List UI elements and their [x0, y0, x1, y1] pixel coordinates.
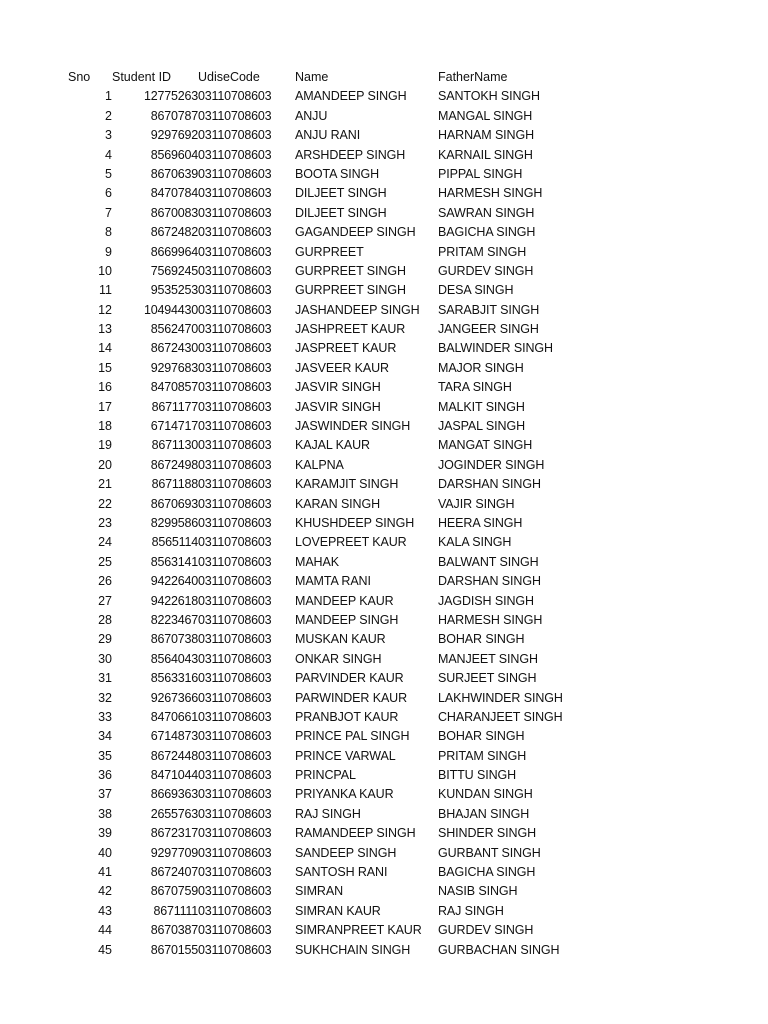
cell-name: DILJEET SINGH [295, 205, 387, 220]
cell-sno: 35 [98, 748, 112, 763]
cell-father-name: VAJIR SINGH [438, 496, 515, 511]
cell-name: GURPREET [295, 244, 364, 259]
cell-student-id: 8671111 [153, 903, 198, 918]
cell-father-name: SHINDER SINGH [438, 826, 537, 841]
cell-sno: 17 [98, 399, 112, 414]
cell-sno: 33 [98, 709, 112, 724]
table-row [0, 126, 768, 145]
cell-father-name: JASPAL SINGH [438, 419, 526, 434]
cell-father-name: BAGICHA SINGH [438, 865, 536, 880]
cell-name: PRINCE PAL SINGH [295, 729, 410, 744]
cell-name: JASHPREET KAUR [295, 322, 406, 337]
cell-name: GURPREET SINGH [295, 283, 406, 298]
cell-sno: 25 [98, 554, 112, 569]
table-row [0, 785, 768, 804]
cell-name: RAMANDEEP SINGH [295, 826, 416, 841]
cell-father-name: GURBACHAN SINGH [438, 942, 560, 957]
cell-sno: 6 [105, 186, 112, 201]
cell-name: SIMRAN KAUR [295, 903, 381, 918]
column-header-father-name: FatherName [438, 70, 508, 84]
cell-udise-code: 03110708603 [198, 923, 272, 938]
cell-udise-code: 03110708603 [198, 787, 272, 802]
table-row [0, 766, 768, 785]
cell-name: MAMTA RANI [295, 574, 371, 589]
cell-father-name: BITTU SINGH [438, 768, 517, 783]
cell-name: SIMRAN [295, 884, 344, 899]
cell-name: RAJ SINGH [295, 806, 361, 821]
cell-name: JASHANDEEP SINGH [295, 302, 420, 317]
cell-student-id: 9297692 [150, 128, 198, 143]
cell-father-name: GURDEV SINGH [438, 263, 534, 278]
cell-udise-code: 03110708603 [198, 593, 272, 608]
cell-sno: 34 [98, 729, 112, 744]
table-row [0, 824, 768, 843]
cell-student-id: 9422618 [150, 593, 198, 608]
cell-sno: 39 [98, 826, 112, 841]
cell-father-name: RAJ SINGH [438, 903, 504, 918]
column-header-udise-code: UdiseCode [198, 70, 260, 84]
cell-udise-code: 03110708603 [198, 341, 272, 356]
cell-sno: 45 [98, 942, 112, 957]
cell-name: PRANBJOT KAUR [295, 709, 399, 724]
cell-name: JASPREET KAUR [295, 341, 397, 356]
cell-name: PRINCPAL [295, 768, 356, 783]
table-row [0, 87, 768, 106]
cell-udise-code: 03110708603 [198, 89, 272, 104]
table-row [0, 921, 768, 940]
cell-father-name: KALA SINGH [438, 535, 512, 550]
cell-name: SANDEEP SINGH [295, 845, 397, 860]
cell-student-id: 8569604 [150, 147, 198, 162]
cell-name: LOVEPREET KAUR [295, 535, 407, 550]
cell-student-id: 9267366 [150, 690, 198, 705]
table-row [0, 378, 768, 397]
cell-sno: 23 [98, 515, 112, 530]
cell-name: PARVINDER KAUR [295, 671, 404, 686]
cell-father-name: SAWRAN SINGH [438, 205, 535, 220]
cell-student-id: 7569245 [150, 263, 198, 278]
cell-name: KARAMJIT SINGH [295, 477, 399, 492]
cell-udise-code: 03110708603 [198, 128, 272, 143]
cell-student-id: 8669964 [150, 244, 198, 259]
cell-name: ONKAR SINGH [295, 651, 382, 666]
cell-udise-code: 03110708603 [198, 166, 272, 181]
cell-udise-code: 03110708603 [198, 845, 272, 860]
cell-sno: 32 [98, 690, 112, 705]
cell-name: MAHAK [295, 554, 339, 569]
cell-father-name: PRITAM SINGH [438, 748, 527, 763]
cell-student-id: 8299586 [150, 515, 198, 530]
cell-student-id: 8671188 [151, 477, 198, 492]
cell-father-name: DESA SINGH [438, 283, 514, 298]
cell-udise-code: 03110708603 [198, 477, 272, 492]
table-row [0, 495, 768, 514]
cell-sno: 11 [99, 283, 112, 298]
cell-father-name: KARNAIL SINGH [438, 147, 533, 162]
cell-student-id: 8672482 [150, 225, 198, 240]
cell-father-name: LAKHWINDER SINGH [438, 690, 563, 705]
cell-student-id: 6714873 [150, 729, 198, 744]
cell-name: JASVIR SINGH [295, 399, 381, 414]
table-row [0, 359, 768, 378]
table-row [0, 262, 768, 281]
cell-name: JASVEER KAUR [295, 360, 389, 375]
cell-udise-code: 03110708603 [198, 768, 272, 783]
table-row [0, 863, 768, 882]
cell-father-name: DARSHAN SINGH [438, 574, 541, 589]
cell-student-id: 9535253 [150, 283, 198, 298]
cell-father-name: MANGAT SINGH [438, 438, 533, 453]
cell-father-name: KUNDAN SINGH [438, 787, 533, 802]
cell-student-id: 8670738 [150, 632, 198, 647]
cell-sno: 40 [98, 845, 112, 860]
table-row [0, 475, 768, 494]
table-row [0, 301, 768, 320]
cell-name: PARWINDER KAUR [295, 690, 408, 705]
cell-father-name: JANGEER SINGH [438, 322, 539, 337]
table-row [0, 882, 768, 901]
cell-udise-code: 03110708603 [198, 748, 272, 763]
cell-udise-code: 03110708603 [198, 302, 272, 317]
cell-student-id: 9297709 [150, 845, 198, 860]
cell-sno: 18 [98, 419, 112, 434]
cell-sno: 1 [105, 89, 112, 104]
cell-father-name: TARA SINGH [438, 380, 512, 395]
cell-student-id: 8470784 [150, 186, 198, 201]
cell-name: SANTOSH RANI [295, 865, 388, 880]
table-row [0, 398, 768, 417]
cell-sno: 5 [105, 166, 112, 181]
cell-udise-code: 03110708603 [198, 612, 272, 627]
cell-sno: 37 [98, 787, 112, 802]
student-list-table [0, 68, 768, 960]
cell-name: GAGANDEEP SINGH [295, 225, 416, 240]
cell-udise-code: 03110708603 [198, 419, 272, 434]
cell-student-id: 8563316 [150, 671, 198, 686]
cell-udise-code: 03110708603 [198, 360, 272, 375]
cell-name: KAJAL KAUR [295, 438, 370, 453]
cell-father-name: SANTOKH SINGH [438, 89, 540, 104]
cell-student-id: 8672448 [150, 748, 198, 763]
cell-name: PRIYANKA KAUR [295, 787, 394, 802]
cell-sno: 22 [98, 496, 112, 511]
cell-sno: 4 [105, 147, 112, 162]
cell-student-id: 2655763 [150, 806, 198, 821]
cell-sno: 10 [98, 263, 112, 278]
cell-udise-code: 03110708603 [198, 729, 272, 744]
table-row [0, 669, 768, 688]
cell-sno: 29 [98, 632, 112, 647]
cell-father-name: MAJOR SINGH [438, 360, 524, 375]
cell-udise-code: 03110708603 [198, 205, 272, 220]
cell-sno: 26 [98, 574, 112, 589]
cell-student-id: 8669363 [150, 787, 198, 802]
cell-student-id: 8671177 [151, 399, 198, 414]
cell-sno: 30 [98, 651, 112, 666]
cell-udise-code: 03110708603 [198, 574, 272, 589]
cell-father-name: PIPPAL SINGH [438, 166, 523, 181]
cell-father-name: BOHAR SINGH [438, 632, 525, 647]
cell-sno: 42 [98, 884, 112, 899]
column-header-sno: Sno [68, 70, 91, 84]
cell-father-name: JOGINDER SINGH [438, 457, 545, 472]
cell-udise-code: 03110708603 [198, 865, 272, 880]
table-row [0, 844, 768, 863]
cell-name: MUSKAN KAUR [295, 632, 386, 647]
cell-udise-code: 03110708603 [198, 942, 272, 957]
cell-sno: 3 [105, 128, 112, 143]
cell-udise-code: 03110708603 [198, 826, 272, 841]
cell-name: DILJEET SINGH [295, 186, 387, 201]
table-row [0, 320, 768, 339]
cell-father-name: BALWINDER SINGH [438, 341, 553, 356]
cell-name: MANDEEP SINGH [295, 612, 399, 627]
cell-name: JASWINDER SINGH [295, 419, 411, 434]
cell-sno: 12 [98, 302, 112, 317]
cell-sno: 31 [98, 671, 112, 686]
table-row [0, 553, 768, 572]
cell-student-id: 8223467 [150, 612, 198, 627]
cell-name: MANDEEP KAUR [295, 593, 394, 608]
cell-name: SIMRANPREET KAUR [295, 923, 422, 938]
cell-udise-code: 03110708603 [198, 671, 272, 686]
cell-father-name: HARMESH SINGH [438, 612, 543, 627]
cell-sno: 28 [98, 612, 112, 627]
cell-udise-code: 03110708603 [198, 806, 272, 821]
cell-udise-code: 03110708603 [198, 186, 272, 201]
cell-student-id: 9422640 [150, 574, 198, 589]
cell-udise-code: 03110708603 [198, 399, 272, 414]
cell-father-name: MANGAL SINGH [438, 108, 533, 123]
cell-father-name: NASIB SINGH [438, 884, 518, 899]
cell-student-id: 8471044 [150, 768, 198, 783]
cell-father-name: HEERA SINGH [438, 515, 523, 530]
cell-student-id: 8672317 [150, 826, 198, 841]
cell-sno: 27 [98, 593, 112, 608]
cell-student-id: 8670387 [150, 923, 198, 938]
cell-udise-code: 03110708603 [198, 535, 272, 550]
table-row [0, 184, 768, 203]
cell-sno: 16 [98, 380, 112, 395]
table-header-row [0, 68, 768, 87]
cell-sno: 36 [98, 768, 112, 783]
cell-student-id: 8670759 [150, 884, 198, 899]
table-row [0, 436, 768, 455]
cell-sno: 38 [98, 806, 112, 821]
cell-udise-code: 03110708603 [198, 515, 272, 530]
cell-sno: 44 [98, 923, 112, 938]
cell-udise-code: 03110708603 [198, 651, 272, 666]
cell-sno: 21 [98, 477, 112, 492]
table-row [0, 805, 768, 824]
cell-udise-code: 03110708603 [198, 709, 272, 724]
cell-sno: 19 [98, 438, 112, 453]
cell-student-id: 6714717 [150, 419, 198, 434]
table-row [0, 650, 768, 669]
cell-father-name: BAGICHA SINGH [438, 225, 536, 240]
cell-student-id: 8671130 [151, 438, 198, 453]
cell-student-id: 8670155 [150, 942, 198, 957]
table-row [0, 339, 768, 358]
table-row [0, 630, 768, 649]
cell-student-id: 8470661 [150, 709, 198, 724]
column-header-name: Name [295, 70, 329, 84]
cell-sno: 15 [98, 360, 112, 375]
cell-sno: 7 [105, 205, 112, 220]
cell-udise-code: 03110708603 [198, 283, 272, 298]
cell-name: SUKHCHAIN SINGH [295, 942, 411, 957]
cell-udise-code: 03110708603 [198, 632, 272, 647]
table-row [0, 611, 768, 630]
cell-father-name: HARNAM SINGH [438, 128, 535, 143]
cell-sno: 24 [98, 535, 112, 550]
table-row [0, 592, 768, 611]
cell-student-id: 10494430 [143, 302, 198, 317]
cell-udise-code: 03110708603 [198, 263, 272, 278]
cell-udise-code: 03110708603 [198, 457, 272, 472]
cell-student-id: 8670639 [150, 166, 198, 181]
cell-student-id: 8470857 [150, 380, 198, 395]
cell-name: BOOTA SINGH [295, 166, 380, 181]
cell-father-name: GURDEV SINGH [438, 923, 534, 938]
cell-udise-code: 03110708603 [198, 496, 272, 511]
cell-udise-code: 03110708603 [198, 147, 272, 162]
cell-name: KALPNA [295, 457, 344, 472]
cell-student-id: 8564043 [150, 651, 198, 666]
cell-udise-code: 03110708603 [198, 225, 272, 240]
cell-name: ANJU [295, 108, 328, 123]
table-row [0, 708, 768, 727]
table-row [0, 514, 768, 533]
cell-udise-code: 03110708603 [198, 903, 272, 918]
table-row [0, 747, 768, 766]
cell-name: ANJU RANI [295, 128, 361, 143]
cell-father-name: MANJEET SINGH [438, 651, 538, 666]
table-row [0, 941, 768, 960]
cell-name: KHUSHDEEP SINGH [295, 515, 415, 530]
table-row [0, 456, 768, 475]
table-row [0, 146, 768, 165]
cell-udise-code: 03110708603 [198, 554, 272, 569]
cell-father-name: SARABJIT SINGH [438, 302, 540, 317]
cell-sno: 13 [98, 322, 112, 337]
cell-student-id: 8670083 [150, 205, 198, 220]
cell-student-id: 8562470 [150, 322, 198, 337]
cell-father-name: BALWANT SINGH [438, 554, 539, 569]
cell-sno: 41 [98, 865, 112, 880]
table-row [0, 417, 768, 436]
table-body [0, 87, 768, 960]
cell-sno: 9 [105, 244, 112, 259]
cell-student-id: 12775263 [143, 89, 198, 104]
cell-name: KARAN SINGH [295, 496, 381, 511]
cell-name: GURPREET SINGH [295, 263, 406, 278]
table-row [0, 204, 768, 223]
table-row [0, 727, 768, 746]
table-row [0, 223, 768, 242]
cell-udise-code: 03110708603 [198, 884, 272, 899]
cell-student-id: 9297683 [150, 360, 198, 375]
cell-student-id: 8670693 [150, 496, 198, 511]
cell-father-name: HARMESH SINGH [438, 186, 543, 201]
cell-udise-code: 03110708603 [198, 690, 272, 705]
table-row [0, 572, 768, 591]
table-row [0, 281, 768, 300]
cell-father-name: JAGDISH SINGH [438, 593, 534, 608]
cell-udise-code: 03110708603 [198, 438, 272, 453]
cell-father-name: BHAJAN SINGH [438, 806, 530, 821]
table-row [0, 243, 768, 262]
table-row [0, 533, 768, 552]
cell-name: ARSHDEEP SINGH [295, 147, 406, 162]
cell-student-id: 8565114 [151, 535, 198, 550]
cell-sno: 43 [98, 903, 112, 918]
cell-sno: 14 [98, 341, 112, 356]
cell-student-id: 8672430 [150, 341, 198, 356]
cell-name: AMANDEEP SINGH [295, 89, 407, 104]
cell-sno: 20 [98, 457, 112, 472]
cell-father-name: SURJEET SINGH [438, 671, 537, 686]
cell-student-id: 8672498 [150, 457, 198, 472]
cell-father-name: BOHAR SINGH [438, 729, 525, 744]
cell-name: PRINCE VARWAL [295, 748, 396, 763]
cell-udise-code: 03110708603 [198, 322, 272, 337]
cell-sno: 2 [105, 108, 112, 123]
cell-father-name: DARSHAN SINGH [438, 477, 541, 492]
cell-father-name: PRITAM SINGH [438, 244, 527, 259]
cell-student-id: 8670787 [150, 108, 198, 123]
table-row [0, 902, 768, 921]
cell-name: JASVIR SINGH [295, 380, 381, 395]
cell-father-name: MALKIT SINGH [438, 399, 525, 414]
table-row [0, 107, 768, 126]
cell-sno: 8 [105, 225, 112, 240]
cell-student-id: 8563141 [150, 554, 198, 569]
cell-father-name: GURBANT SINGH [438, 845, 541, 860]
cell-student-id: 8672407 [150, 865, 198, 880]
cell-udise-code: 03110708603 [198, 108, 272, 123]
table-row [0, 165, 768, 184]
column-header-student-id: Student ID [112, 70, 172, 84]
cell-father-name: CHARANJEET SINGH [438, 709, 563, 724]
cell-udise-code: 03110708603 [198, 380, 272, 395]
cell-udise-code: 03110708603 [198, 244, 272, 259]
table-row [0, 689, 768, 708]
